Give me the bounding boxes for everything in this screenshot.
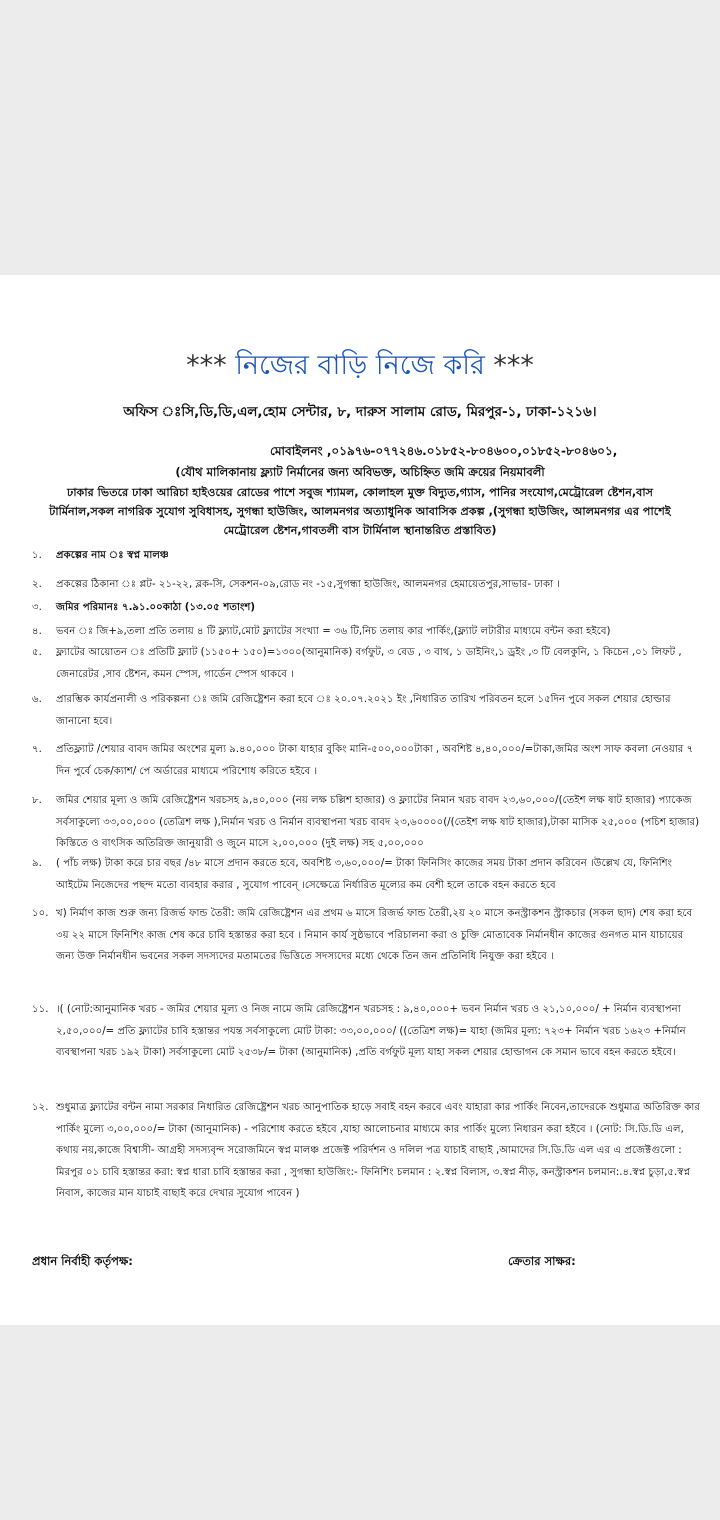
list-item: ৫. ফ্ল্যাটের আয়োতন ঃ প্রতিটি ফ্ল্যাট (১১৫০+ ১৫০)=১৩০০(আনুমানিক) বর্গফুট, ৩ বেড , ৩ বাথ, ১ ডাইনিং,১ ড্রইং ,৩ টি বেলকুনি, ১ কিচেন ,০১ লিফট , জেনারেটর ,সাব ষ্টেশন, কমন স্পেস, গার্ডেন স্পেস থাকবে । [32, 647, 682, 680]
document-title [0, 345, 720, 390]
list-item: ৮. জমির শেয়ার মূল্য ও জমি রেজিষ্ট্রেশন খরচসহ ৯,৪০,০০০ (নয় লক্ষ চল্লিশ হাজার) ও ফ্ল্যাটের নিমান খরচ বাবদ ২৩,৬০,০০০/(তেইশ লক্ষ ষাট হাজার) প্যাকেজ সর্বসাকুল্যে ৩৩,০০,০০০ (তেত্রিশ লক্ষ ),নির্মান খরচ ও নির্মান ব্যবস্থাপনা খরচ বাবদ ২৩,৬০০০০(/(তেইশ লক্ষ ষাট হাজার),টাকা মাসিক ২৫,০০০ (পচিশ হাজার) কিস্তিতে ও বাৎসিক অতিরিক্ত জানুয়ারী ও জুনে মাসে ২,০০,০০০ (দুই লক্ষ) সহ ৫,০০,০০০ [32, 795, 700, 849]
list-item: ২. প্রকল্পের ঠিকানা ঃ প্লট- ২১-২২, ব্লক-সি, সেকশন-০৯,রোড নং -১৫,সুগন্ধা হাউজিং, আলমনগর হেমায়েতপুর,সাভার- ঢাকা । [32, 579, 560, 590]
list-item: ১০. খ) নির্মাণ কাজ শুরু জন্য রিজর্ভ ফান্ড তৈরী: জমি রেজিষ্ট্রেশন এর প্রথম ৬ মাসে রিজর্ভ ফান্ড তৈরী,২য় ২০ মাসে কনস্ট্রাকশন স্ট্রাকচার (সকল ছাদ) শেষ করা হবে ৩য় ২২ মাসে ফিনিশিং কাজ শেষ করে চাবি হস্তান্তর করা হবে । নিমান কার্য সুষ্ঠভাবে পরিচালনা করা ও চুক্তি মোতাবেক নির্মানধীন কাজের গুনগত মান যাচায়ের জন্য উক্ত নির্মানধীন ভবনের সকল সদস্যদের মতামতের ভিত্তিতে সদস্যদের মধ্যে থেকে তিন জন প্রতিনিধি নিযুক্ত করা হইবে । [32, 908, 693, 962]
ceo-signature-label: প্রধান নির্বাহী কর্তৃপক্ষ: [32, 1254, 133, 1268]
title-stars-left: *** [186, 350, 227, 381]
document-page [0, 275, 720, 1325]
list-item: ৬. প্রারম্ভিক কার্যপ্রনালী ও পরিকল্পনা ঃ জমি রেজিষ্ট্রেশন করা হবে ঃ ২০.০৭.২০২১ ইং ,নিধারিত তারিখ পরিবতন হলে ১৫দিন পুবে সকল শেয়ার হোল্ডার জানানো হবে। [32, 694, 671, 727]
list-item: ৩. জমির পরিমানঃ ৭.৯১.০০কাঠা (১৩.০৫ শতাংশ) [32, 602, 256, 613]
list-item: ৭. প্রতিফ্ল্যাট /শেয়ার বাবদ জমির অংশের মুল্য ৯.৪০,০০০ টাকা যাহার বুকিং মানি-৫০০,০০০টাকা , অবশিষ্ট ৪,৪০,০০০/=টাকা,জমির অংশ সাফ কবলা নেওয়ার ৭ দিন পুর্বে চেক/ক্যাশ/ পে অর্ডারের মাধ্যমে পরিশোধ করিতে হইবে । [32, 744, 694, 777]
title-text: নিজের বাড়ি নিজে করি [235, 350, 485, 381]
mobile-numbers: মোবাইলনং ,০১৯৭৬-০৭৭২৪৬.০১৮৫২-৮০৪৬০০,০১৮৫২-৮০৪৬০১, [270, 444, 618, 458]
list-item: ১২. শুধুমাত্র ফ্ল্যাটের বন্টন নামা সরকার নিধারিত রেজিষ্ট্রেশন খরচ আনুপাতিক হাড়ে সবাই বহন করবে এবং যাহারা কার পার্কিং নিবেন,তাদেরকে শুধুমাত্র অতিরিক্ত কার পার্কিং মুল্যে ৩,০০,০০০/= টাকা (আনুমানিক) - পরিশোধ করতে হইবে ,যাহা আলোচনার মাধ্যমে কার পার্কিং মুল্যে নিধারন করা হইবে । (নোট: সি.ডি.ডি এল, কথায় নয়,কাজে বিশ্বাসী- আগ্রহী সদস্যবৃন্দ সরোজমিনে স্বপ্ন মালঞ্চ প্রজেক্ট পরির্দশন ও দলিল পত্র যাচাই বাছাই ,আমাদের সি.ডি.ডি এল এর এ প্রজেক্টগুলো : মিরপুর ০১ চাবি হস্তান্তর করা: স্বপ্ন ধারা চাবি হস্তান্তর করা , সুগন্ধা হাউজিং:- ফিনিশিং চলমান : ২.স্বপ্ন বিলাস, ৩.স্বপ্ন নীড়, কনস্ট্রাকশন চলমান:.৪.স্বপ্ন চুড়া,৫.স্বপ্ন নিবাস, কাজের মান যাচাই বাছাই করে দেখার সুযোগ পাবেন ) [32, 1102, 700, 1199]
title-stars-right: *** [493, 350, 534, 381]
list-item: ১. প্রকল্পের নাম ঃ স্বপ্ন মালঞ্চ [32, 550, 169, 561]
list-item: ৪. ভবন ঃ জি+৯,তলা প্রতি তলায় ৪ টি ফ্ল্যাট,মোট ফ্ল্যাটের সংখ্যা = ৩৬ টি,নিচ তলায় কার পার্কিং,(ফ্ল্যাট লটারীর মাধ্যমে বন্টন করা হইবে) [32, 626, 611, 637]
buyer-signature-label: ক্রেতার সাক্ষর: [508, 1254, 576, 1268]
list-item: ১১. ।( (নোট:আনুমানিক খরচ - জমির শেয়ার মূল্য ও নিজ নামে জমি রেজিষ্ট্রেশন খরচসহ : ৯,৪০,০০০+ ভবন নির্মান খরচ ও ২১,১০,০০০/ + নির্মান ব্যবস্থাপনা ২,৫০,০০০/= প্রতি ফ্ল্যাটের চাবি হস্তান্তর পযন্ত সর্বসাকুল্যে মোট টাকা: ৩৩,০০,০০০/ ((তেত্রিশ লক্ষ)= যাহা (জমির মূল্য: ৭২৩+ নির্মান খরচ ১৬২৩ +নির্মান ব্যবস্থাপনা খরচ ১৯২ টাকা) সর্বসাকুল্যে মোট ২৫৩৮/= টাকা (আনুমানিক) ,প্রতি বর্গফুট মূল্য যাহা সকল শেয়ার হোল্ডাগন কে সমান ভাবে বহন করতে হইবে। [32, 1004, 686, 1058]
rules-heading: (যৌথ মালিকানায় ফ্ল্যাট নির্মানের জন্য অবিভক্ত, অচিহ্নিত জমি ক্রয়ের নিয়মাবলী [175, 465, 545, 479]
list-item: ৯. ( পাঁচ লক্ষ) টাকা করে চার বছর /৪৮ মাসে প্রদান করতে হবে, অবশিষ্ট ৩,৬০,০০০/= টাকা ফিনিসিং কাজের সময় টাকা প্রদান করিবেন ।উল্লেখ যে, ফিনিশিং আইটেম নিজেদের পছন্দ মতো ব্যবহার করার , সুযোগ পাবেন্ ।সেক্ষেত্রে নির্ধারিত মূল্যের কম বেশী হলে তাকে বহন করতে হবে [32, 858, 673, 891]
project-intro: ঢাকার ভিতরে ঢাকা আরিচা হাইওয়ের রোডের পাশে সবুজ শ্যামল, কোলাহল মুক্ত বিদ্যুত,গ্যাস, পানির সংযোগ,মেট্রোরেল ষ্টেশন,বাস টার্মিনাল,সকল নাগরিক সুযোগ সুবিধাসহ, সুগন্ধা হাউজিং, আলমনগর অত্যাধুনিক আবাসিক প্রকল্প ,(সুগন্ধা হাউজিং, আলমনগর এর পাশেই মেট্রোরেল ষ্টেশন,গাবতলী বাস টার্মিনাল স্থানান্তরিত প্রস্তাবিত) [49, 486, 671, 537]
office-address: অফিস ঃসি,ডি,ডি,এল,হোম সেন্টার, ৮, দারুস সালাম রোড, মিরপুর-১, ঢাকা-১২১৬। [123, 404, 597, 420]
